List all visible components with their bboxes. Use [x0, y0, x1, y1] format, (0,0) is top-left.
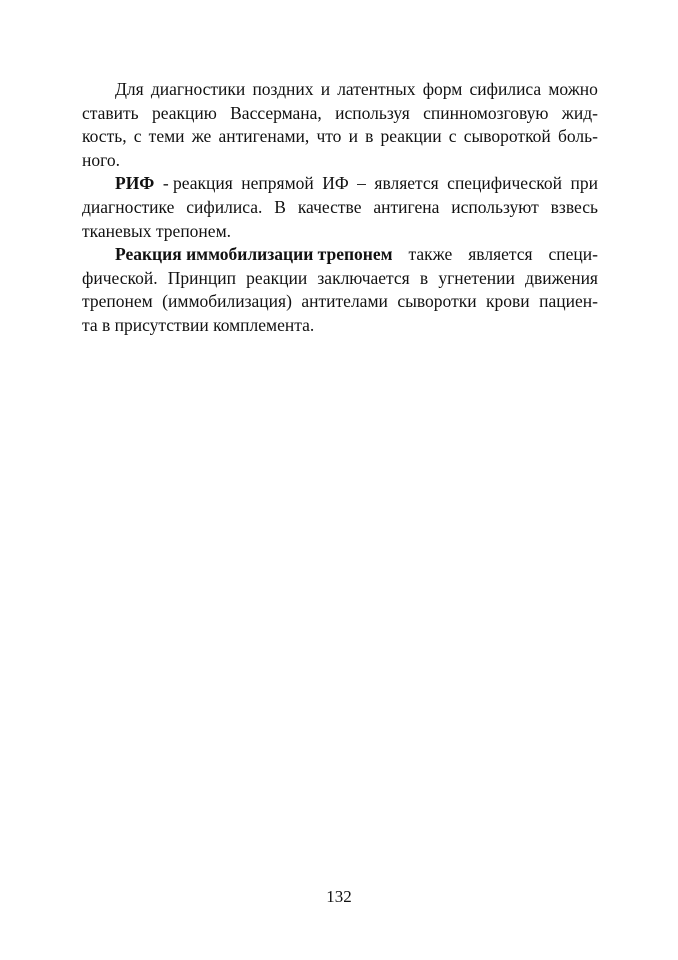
word: пациен-	[539, 291, 598, 312]
word: при	[570, 173, 598, 194]
word: (иммобилизация)	[162, 291, 292, 312]
word: реакции	[246, 267, 308, 288]
word: антигенами,	[218, 126, 310, 147]
word: используют	[451, 196, 539, 217]
word: реакцию	[151, 102, 217, 123]
paragraph-rif	[82, 172, 598, 243]
word: диагностики	[150, 79, 246, 99]
word: движения	[525, 267, 598, 288]
text-line	[82, 267, 598, 291]
word: Вассермана,	[230, 102, 322, 123]
paragraph-syphilis-wassermann	[82, 78, 598, 172]
text-line	[82, 102, 598, 126]
word: непрямой	[241, 173, 314, 194]
word: сыворотки	[397, 291, 477, 312]
word: взвесь	[550, 196, 598, 217]
word: фической.	[82, 267, 158, 288]
word: с	[448, 126, 457, 147]
text-line	[82, 243, 598, 267]
paragraph-treponema-immobilization	[82, 243, 598, 337]
word: форм	[422, 79, 463, 99]
text-line	[82, 290, 598, 314]
word: в	[419, 267, 429, 288]
term-rif: РИФ	[115, 173, 155, 194]
word: сифилиса	[469, 79, 542, 99]
word: используя	[335, 102, 410, 123]
text-line	[82, 314, 598, 338]
word: трепонем	[82, 291, 153, 312]
body-text	[82, 78, 598, 338]
word: сифилиса.	[186, 196, 263, 217]
word: заключается	[317, 267, 410, 288]
word: антигена	[373, 196, 440, 217]
text-line	[82, 196, 598, 220]
word: специ-	[548, 244, 598, 265]
word: присутствии	[114, 314, 209, 335]
word: с	[133, 126, 142, 147]
word: В	[274, 196, 286, 217]
word: и	[348, 126, 358, 147]
text-line	[82, 220, 598, 244]
text-line	[82, 149, 598, 173]
word: реакции	[380, 126, 442, 147]
word: - реакция	[162, 173, 233, 194]
word: также	[408, 244, 453, 265]
text-line	[82, 125, 598, 149]
word: крови	[486, 291, 530, 312]
word: и	[320, 79, 331, 99]
word: ИФ	[322, 173, 349, 194]
word: жид-	[561, 102, 598, 123]
word: в	[102, 314, 111, 335]
text-line	[82, 78, 598, 102]
word: ставить	[82, 102, 139, 123]
word: является	[374, 173, 439, 194]
word: тканевых	[82, 220, 152, 241]
word: ного.	[82, 149, 120, 170]
word: поздних	[252, 79, 314, 99]
word: латентных	[337, 79, 416, 99]
word: трепонем.	[155, 220, 232, 241]
word: спинномозговую	[423, 102, 549, 123]
word: кость,	[82, 126, 127, 147]
word: в	[365, 126, 374, 147]
word: сывороткой	[463, 126, 551, 147]
word: –	[357, 173, 366, 194]
word: можно	[548, 79, 598, 99]
word: Принцип	[167, 267, 236, 288]
word: Для	[115, 79, 144, 99]
word: теми	[148, 126, 185, 147]
word: же	[191, 126, 212, 147]
word: боль-	[557, 126, 598, 147]
word: комплемента.	[213, 314, 315, 335]
word: что	[316, 126, 342, 147]
word: является	[468, 244, 533, 265]
page-number: 132	[326, 887, 352, 906]
term-immobilization-reaction: Реакция иммобилизации трепонем	[115, 244, 393, 265]
word: та	[82, 314, 98, 335]
word: диагностике	[82, 196, 175, 217]
word: угнетении	[438, 267, 515, 288]
word: качестве	[297, 196, 362, 217]
text-line	[82, 172, 598, 196]
word: специфической	[447, 173, 563, 194]
word: антителами	[301, 291, 388, 312]
